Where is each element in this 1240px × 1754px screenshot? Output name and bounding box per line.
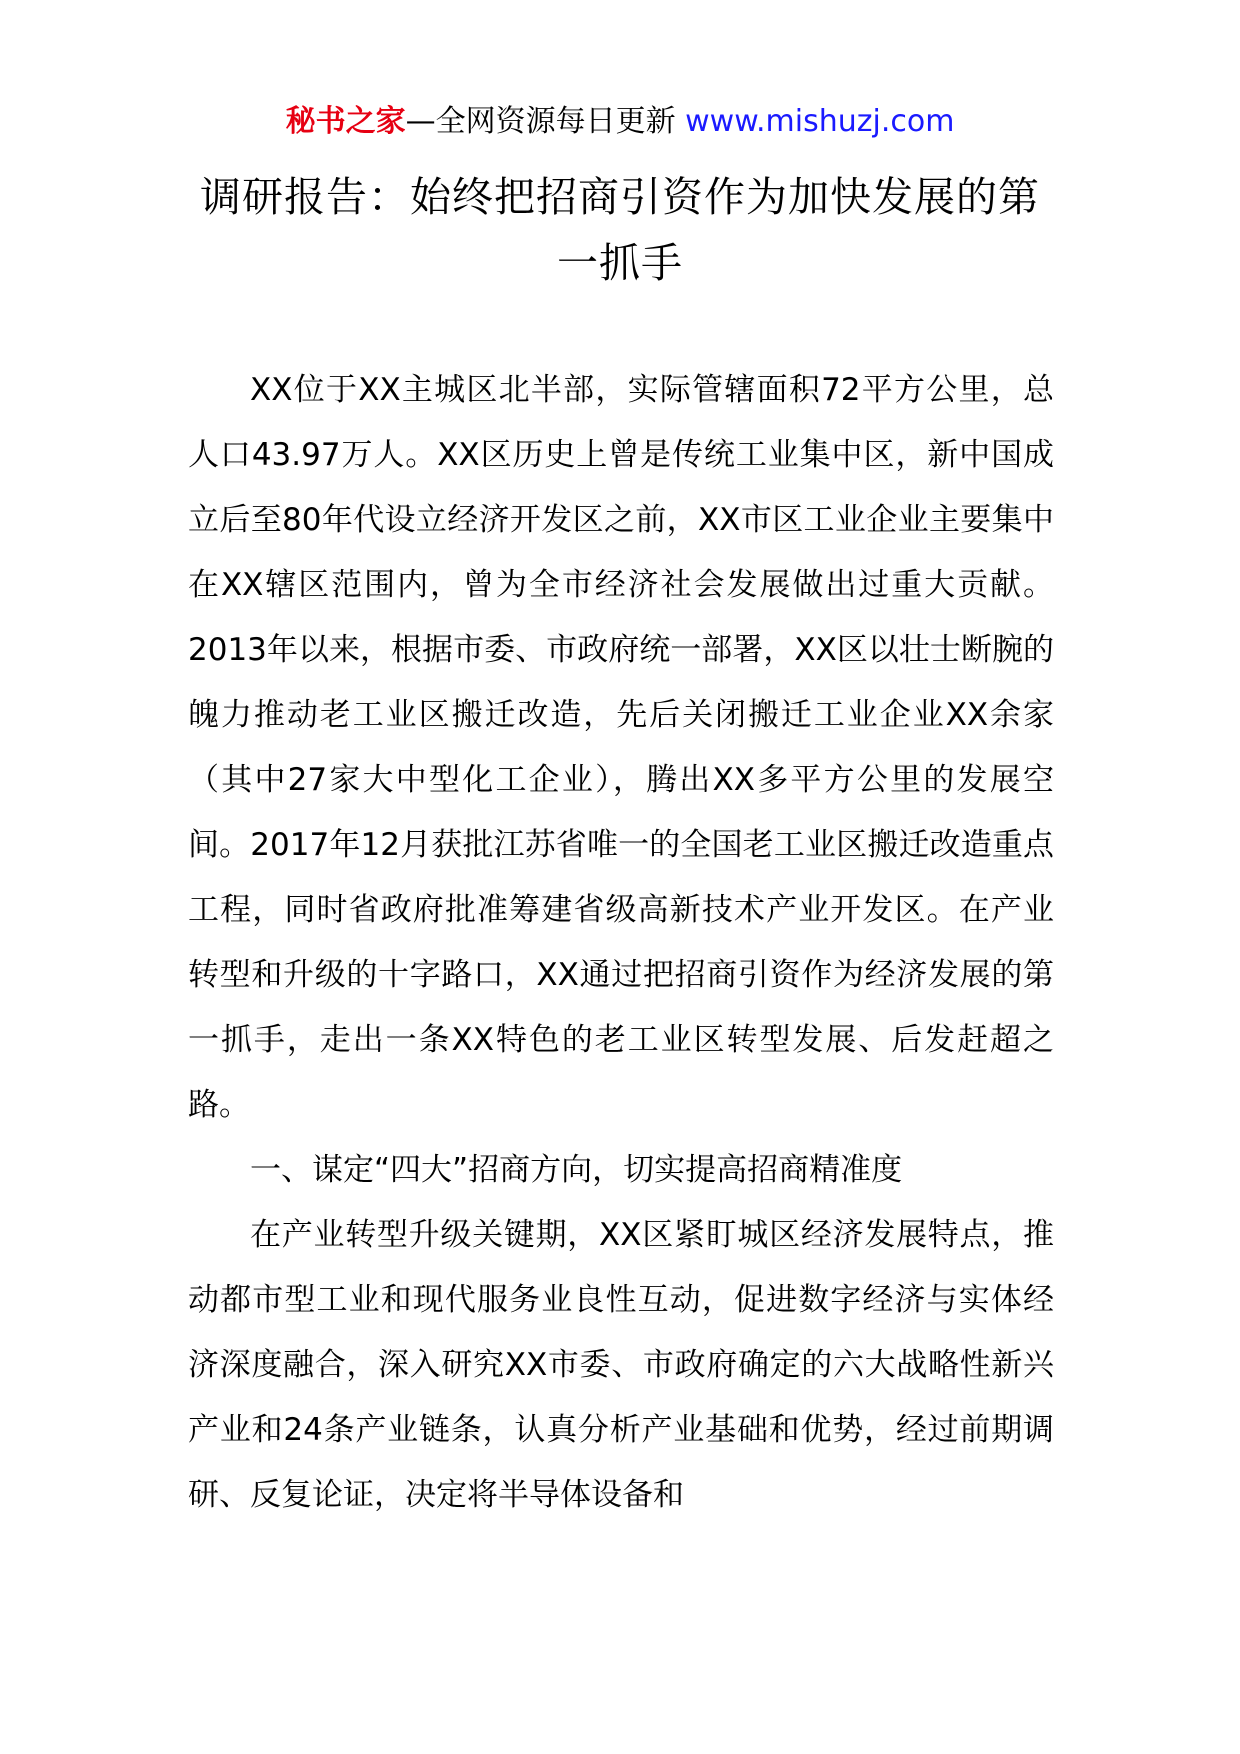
site-tagline: —全网资源每日更新 bbox=[405, 104, 676, 139]
body-paragraph: 在产业转型升级关键期，XX区紧盯城区经济发展特点，推动都市型工业和现代服务业良性互动，促进数字经济与实体经济深度融合，深入研究XX市委、市政府确定的六大战略性新兴产业和24条产业链条，认真分析产业基础和优势，经过前期调研、反复论证，决定将半导体设备和 bbox=[188, 1217, 1054, 1513]
site-url-link[interactable]: www.mishuzj.com bbox=[685, 104, 955, 139]
site-header bbox=[0, 102, 1240, 142]
body-paragraph: XX位于XX主城区北半部，实际管辖面积72平方公里，总人口43.97万人。XX区历史上曾是传统工业集中区，新中国成立后至80年代设立经济开发区之前，XX市区工业企业主要集中在XX辖区范围内，曾为全市经济社会发展做出过重大贡献。2013年以来，根据市委、市政府统一部署，XX区以壮士断腕的魄力推动老工业区搬迁改造，先后关闭搬迁工业企业XX余家（其中27家大中型化工企业），腾出XX多平方公里的发展空间。2017年12月获批江苏省唯一的全国老工业区搬迁改造重点工程，同时省政府批准筹建省级高新技术产业开发区。在产业转型和升级的十字路口，XX通过把招商引资作为经济发展的第一抓手，走出一条XX特色的老工业区转型发展、后发赶超之路。 bbox=[188, 372, 1054, 1123]
document-title: 调研报告：始终把招商引资作为加快发展的第一抓手 bbox=[200, 173, 1040, 287]
document-body bbox=[188, 358, 1054, 1528]
site-brand: 秘书之家 bbox=[285, 104, 406, 139]
section-heading: 一、谋定“四大”招商方向，切实提高招商精准度 bbox=[250, 1152, 903, 1188]
